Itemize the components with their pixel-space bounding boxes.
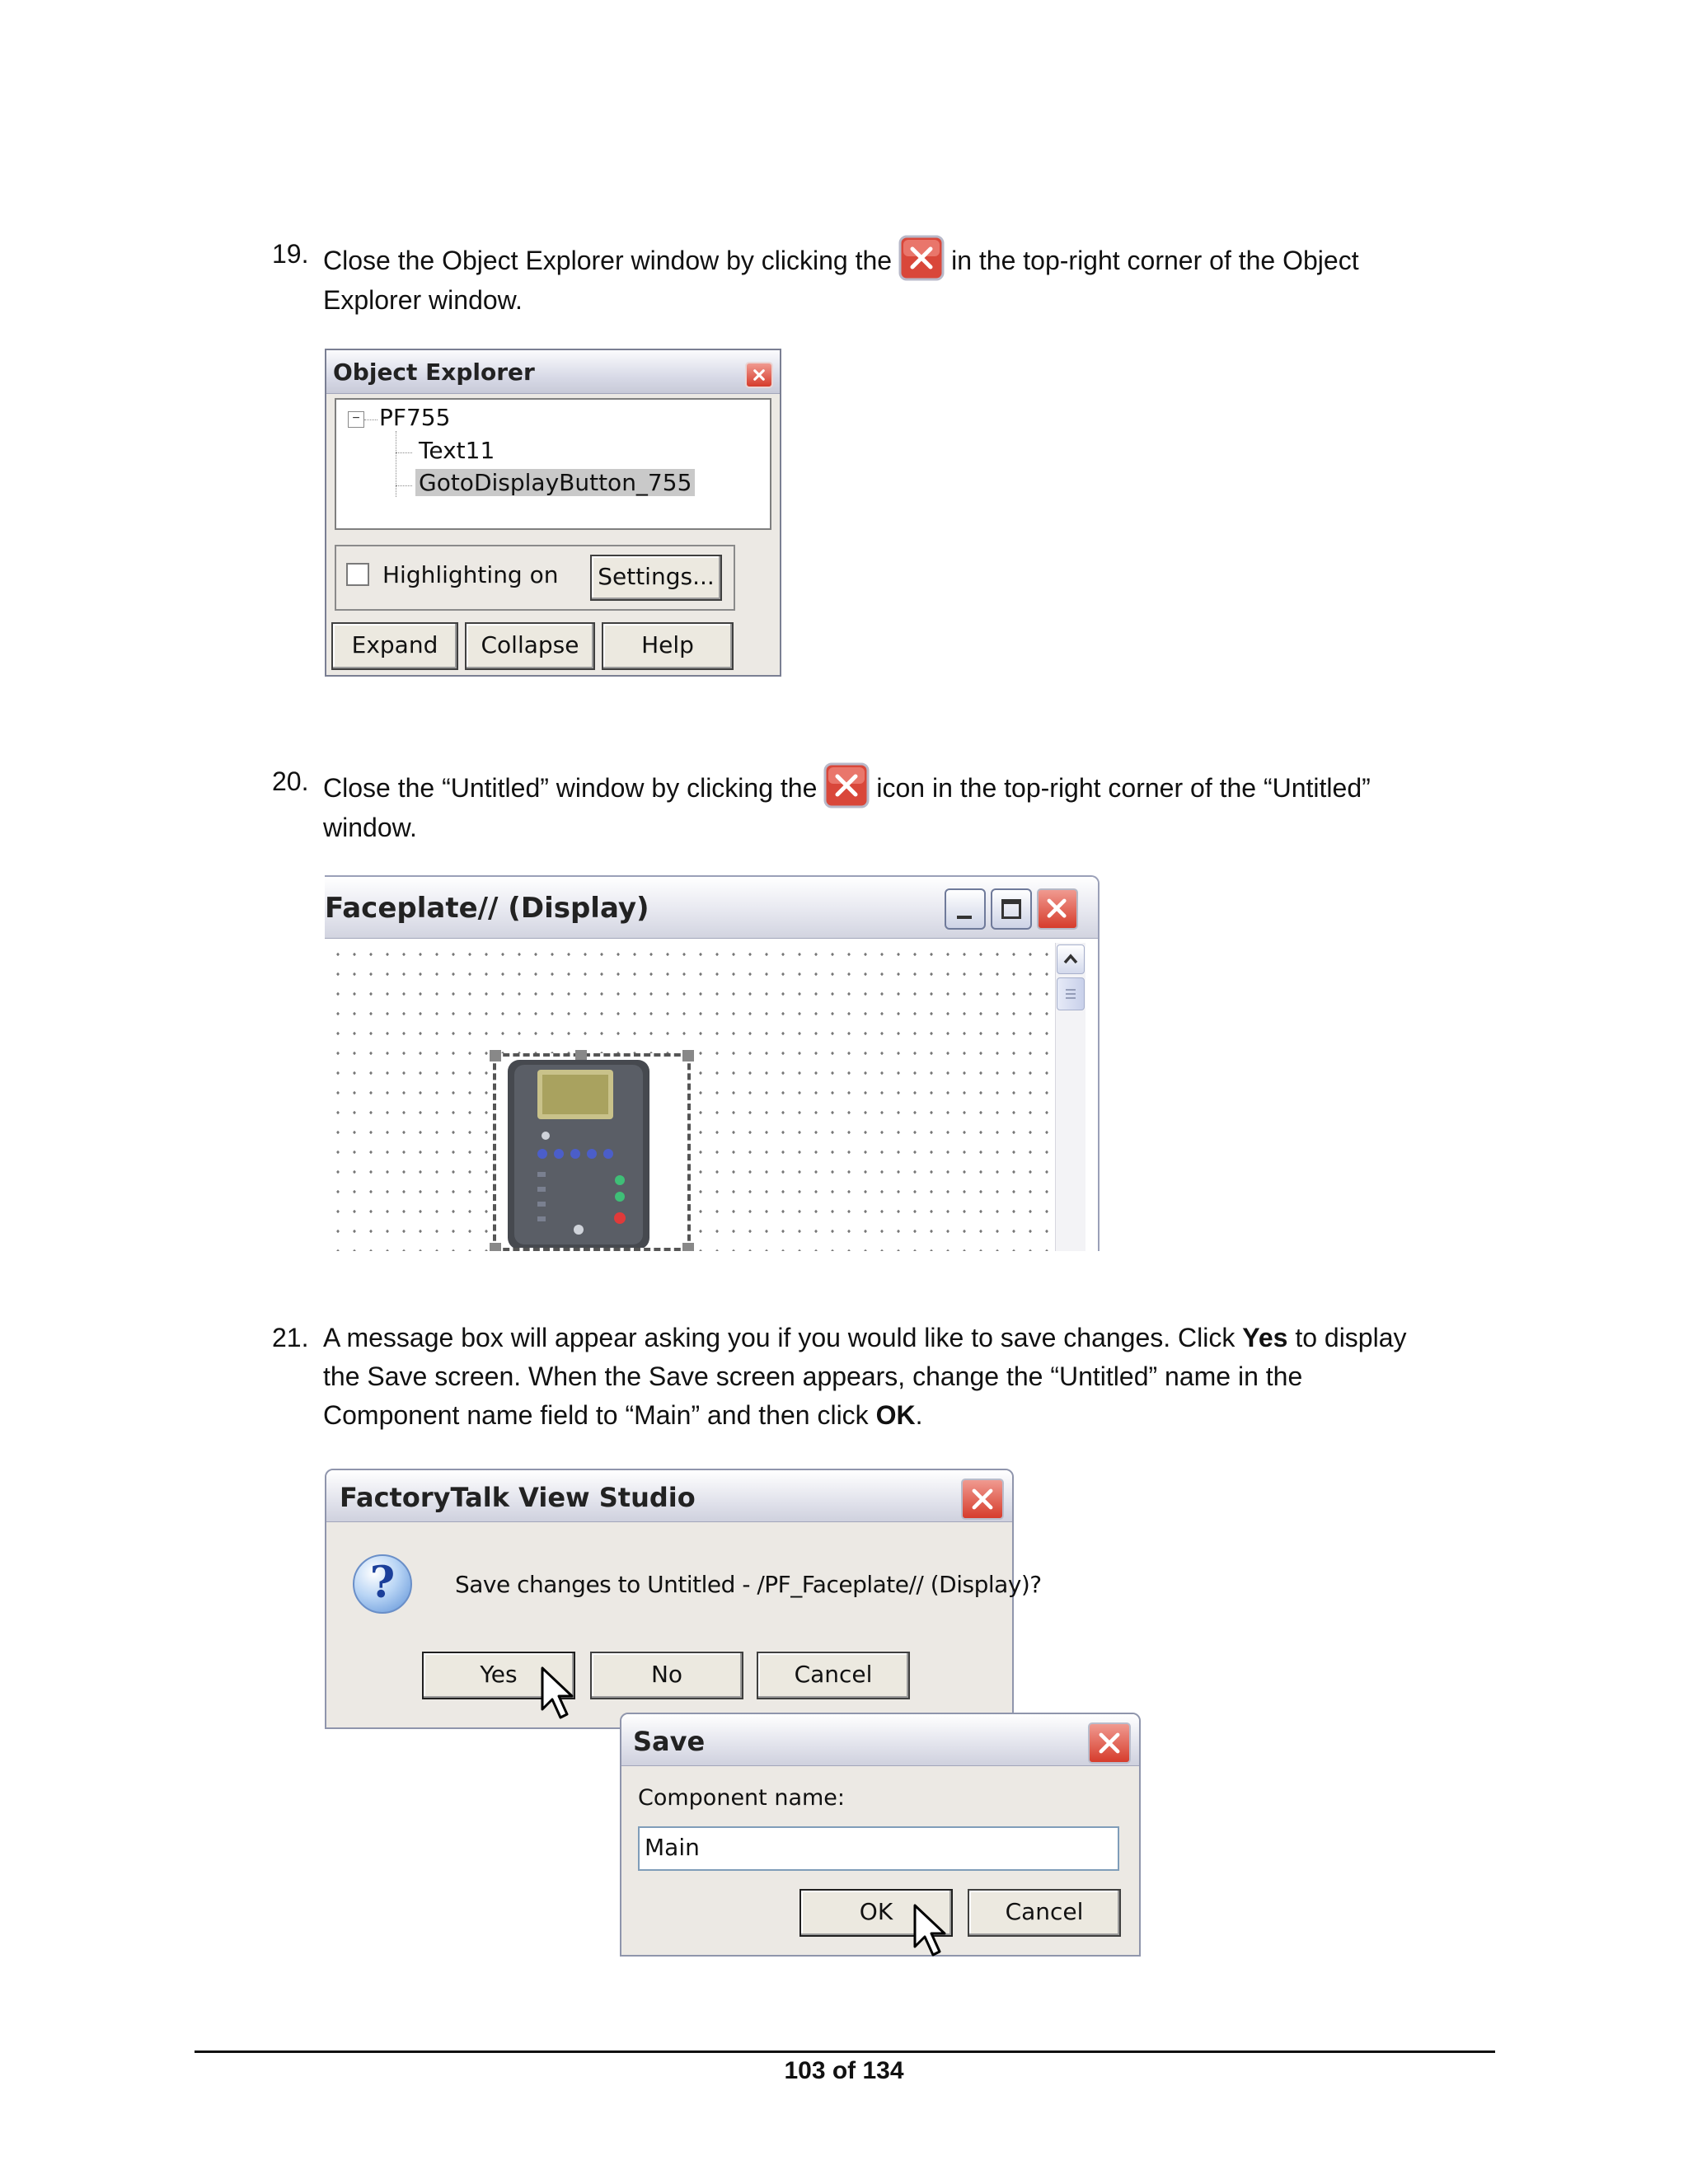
tree-line <box>364 419 377 420</box>
step-text: to display <box>1287 1323 1407 1352</box>
close-button[interactable] <box>745 362 773 388</box>
close-icon <box>823 762 870 808</box>
window-title: Save <box>633 1726 706 1757</box>
window-title: FactoryTalk View Studio <box>340 1482 696 1513</box>
save-dialog-window <box>620 1713 1141 1957</box>
step-text: icon in the top-right corner of the “Untitled” <box>876 773 1371 803</box>
minimize-icon <box>957 916 972 919</box>
drive-keypad-graphic <box>496 1057 687 1248</box>
footer-rule <box>195 2050 1495 2053</box>
close-button[interactable] <box>961 1479 1004 1520</box>
expand-button[interactable]: Expand <box>331 622 458 670</box>
display-window <box>325 875 1100 1251</box>
tree-expander[interactable] <box>348 411 364 428</box>
step-text: . <box>915 1400 923 1430</box>
window-title: Faceplate// (Display) <box>325 892 649 925</box>
step-text: the Save screen. When the Save screen appears, change the “Untitled” name in the <box>323 1361 1303 1391</box>
question-mark: ? <box>369 1558 396 1608</box>
mouse-cursor-icon <box>912 1904 951 1958</box>
step-emphasis-yes: Yes <box>1242 1323 1288 1352</box>
object-explorer-window <box>325 349 781 677</box>
minimize-button[interactable] <box>945 888 986 930</box>
step-text: window. <box>323 813 417 842</box>
no-button[interactable]: No <box>590 1652 743 1699</box>
chevron-up-icon <box>1057 945 1084 973</box>
scroll-up-button[interactable] <box>1057 944 1085 974</box>
step-number: 20. <box>272 766 309 796</box>
close-button[interactable] <box>1088 1722 1131 1764</box>
title-bar <box>325 877 1098 939</box>
collapse-button[interactable]: Collapse <box>465 622 595 670</box>
selected-graphic[interactable] <box>493 1053 691 1251</box>
step-emphasis-ok: OK <box>875 1400 916 1430</box>
page-number: 103 of 134 <box>784 2057 904 2084</box>
title-bar <box>621 1714 1139 1766</box>
scroll-thumb[interactable] <box>1057 977 1085 1010</box>
component-name-input[interactable]: Main <box>638 1826 1119 1871</box>
tree-item-text11[interactable]: Text11 <box>419 437 495 464</box>
highlight-checkbox[interactable] <box>346 563 369 586</box>
close-button[interactable] <box>1037 888 1078 930</box>
settings-button[interactable]: Settings... <box>590 555 722 601</box>
message-text: Save changes to Untitled - /PF_Faceplate// (Display)? <box>455 1571 1042 1598</box>
tree-root[interactable]: PF755 <box>379 404 451 431</box>
close-icon <box>747 363 771 387</box>
ok-button[interactable]: OK <box>799 1889 953 1937</box>
highlight-group <box>335 545 735 611</box>
tree-line <box>396 452 412 453</box>
help-button[interactable]: Help <box>602 622 734 670</box>
title-bar <box>326 350 780 394</box>
step-text: Component name field to “Main” and then click <box>323 1400 876 1430</box>
grip-icon <box>1057 978 1084 1010</box>
message-box-window <box>325 1469 1042 1729</box>
step-text: Explorer window. <box>323 285 523 315</box>
tree-item-selected[interactable]: GotoDisplayButton_755 <box>415 469 695 496</box>
step-number: 19. <box>272 239 309 269</box>
step-text: Close the Object Explorer window by clicking the <box>323 246 893 275</box>
window-title: Object Explorer <box>333 359 535 386</box>
maximize-icon <box>1001 899 1021 919</box>
tree-view[interactable] <box>335 398 771 530</box>
yes-button[interactable]: Yes <box>422 1652 575 1699</box>
cancel-button[interactable]: Cancel <box>968 1889 1121 1937</box>
step-number: 21. <box>272 1323 309 1352</box>
cancel-button[interactable]: Cancel <box>757 1652 910 1699</box>
step-text: Close the “Untitled” window by clicking the <box>323 773 818 803</box>
component-name-label: Component name: <box>638 1785 846 1811</box>
mouse-cursor-icon <box>539 1666 579 1721</box>
tree-line <box>396 485 412 486</box>
close-icon <box>1090 1724 1129 1762</box>
title-bar <box>326 1470 1012 1522</box>
vertical-scrollbar[interactable] <box>1055 943 1085 1251</box>
highlight-label: Highlighting on <box>382 561 559 588</box>
step-text: A message box will appear asking you if you would like to save changes. Click <box>323 1323 1243 1352</box>
question-icon <box>353 1554 412 1614</box>
close-icon <box>898 235 945 281</box>
close-icon <box>963 1480 1002 1518</box>
expander-symbol: − <box>352 411 360 425</box>
maximize-button[interactable] <box>991 888 1032 930</box>
step-text: in the top-right corner of the Object <box>951 246 1359 275</box>
display-canvas[interactable] <box>325 943 1053 1251</box>
close-icon <box>1039 890 1076 928</box>
